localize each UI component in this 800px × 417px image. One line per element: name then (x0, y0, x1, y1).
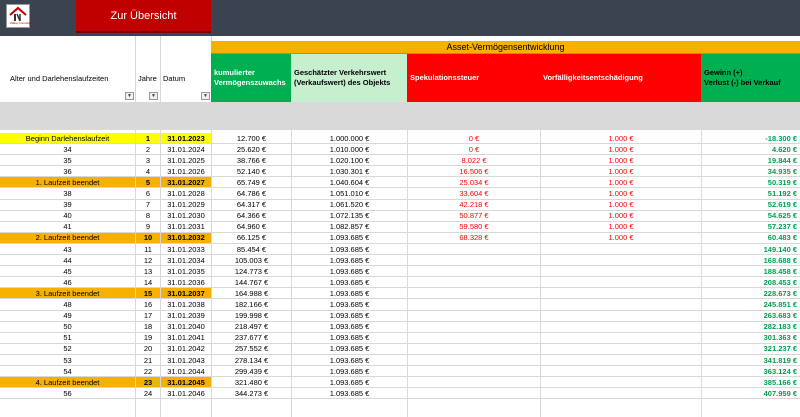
cell-vorf[interactable]: 1.000 € (541, 133, 701, 144)
cell-spek[interactable] (408, 266, 540, 277)
table-row (0, 333, 800, 344)
cell-kum[interactable]: 278.134 € (212, 355, 291, 366)
cell-wert[interactable]: 1.082.857 € (292, 222, 407, 233)
cell-kum[interactable]: 65.749 € (212, 177, 291, 188)
table-row (0, 177, 800, 188)
cell-vorf[interactable] (541, 344, 701, 355)
table-row (0, 377, 800, 388)
cell-wert[interactable]: 1.093.685 € (292, 311, 407, 322)
cell-vorf[interactable]: 1.000 € (541, 177, 701, 188)
cell-gewinn[interactable]: 188.458 € (702, 266, 800, 277)
cell-label[interactable]: 1. Laufzeit beendet (0, 177, 135, 188)
cell-label[interactable]: 39 (0, 200, 135, 211)
cell-vorf[interactable]: 1.000 € (541, 189, 701, 200)
cell-vorf[interactable]: 1.000 € (541, 200, 701, 211)
cell-gewinn[interactable]: 4.620 € (702, 144, 800, 155)
cell-gewinn[interactable]: 19.844 € (702, 155, 800, 166)
cell-spek[interactable]: 0 € (408, 133, 540, 144)
cell-kum[interactable]: 299.439 € (212, 366, 291, 377)
cell-kum[interactable]: 64.366 € (212, 211, 291, 222)
cell-spek[interactable] (408, 388, 540, 399)
cell-wert[interactable]: 1.000.000 € (292, 133, 407, 144)
cell-jahr[interactable]: 5 (136, 177, 160, 188)
cell-kum[interactable]: 105.003 € (212, 255, 291, 266)
cell-label[interactable]: 48 (0, 300, 135, 311)
cell-jahr[interactable]: 21 (136, 355, 160, 366)
cell-jahr[interactable]: 16 (136, 300, 160, 311)
cell-wert[interactable]: 1.093.685 € (292, 366, 407, 377)
cell-kum[interactable]: 64.960 € (212, 222, 291, 233)
cell-spek[interactable] (408, 322, 540, 333)
cell-label[interactable]: 41 (0, 222, 135, 233)
filter-dropdown-datum-icon[interactable]: ▼ (201, 92, 210, 100)
cell-jahr[interactable]: 7 (136, 200, 160, 211)
cell-spek[interactable] (408, 288, 540, 299)
table-row (0, 277, 800, 288)
header-gewinn (701, 54, 800, 102)
cell-spek[interactable]: 42.218 € (408, 200, 540, 211)
cell-vorf[interactable] (541, 255, 701, 266)
cell-kum[interactable]: 218.497 € (212, 322, 291, 333)
header-spekulationssteuer: Spekulationssteuer (407, 54, 540, 102)
table-row (0, 266, 800, 277)
cell-vorf[interactable]: 1.000 € (541, 222, 701, 233)
cell-spek[interactable]: 16.506 € (408, 166, 540, 177)
cell-vorf[interactable] (541, 311, 701, 322)
cell-jahr[interactable]: 14 (136, 277, 160, 288)
cell-label[interactable]: 36 (0, 166, 135, 177)
cell-vorf[interactable] (541, 244, 701, 255)
cell-datum[interactable]: 31.01.2023 (161, 133, 211, 144)
cell-gewinn[interactable]: 34.935 € (702, 166, 800, 177)
cell-vorf[interactable] (541, 355, 701, 366)
cell-label[interactable]: 4. Laufzeit beendet (0, 377, 135, 388)
cell-kum[interactable]: 38.766 € (212, 155, 291, 166)
cell-datum[interactable]: 31.01.2041 (161, 333, 211, 344)
table-row (0, 388, 800, 399)
cell-jahr[interactable]: 23 (136, 377, 160, 388)
cell-vorf[interactable] (541, 322, 701, 333)
cell-wert[interactable]: 1.093.685 € (292, 344, 407, 355)
cell-label[interactable]: 49 (0, 311, 135, 322)
cell-spek[interactable] (408, 366, 540, 377)
cell-jahr[interactable]: 12 (136, 255, 160, 266)
cell-label[interactable]: 51 (0, 333, 135, 344)
cell-gewinn[interactable]: 341.819 € (702, 355, 800, 366)
cell-label[interactable]: 2. Laufzeit beendet (0, 233, 135, 244)
cell-label[interactable]: 44 (0, 255, 135, 266)
cell-gewinn[interactable]: 57.237 € (702, 222, 800, 233)
cell-gewinn[interactable]: -18.300 € (702, 133, 800, 144)
cell-wert[interactable]: 1.093.685 € (292, 377, 407, 388)
cell-gewinn[interactable]: 363.124 € (702, 366, 800, 377)
cell-gewinn[interactable]: 245.851 € (702, 300, 800, 311)
cell-kum[interactable]: 52.140 € (212, 166, 291, 177)
cell-gewinn[interactable]: 208.453 € (702, 277, 800, 288)
cell-datum[interactable]: 31.01.2038 (161, 300, 211, 311)
cell-datum[interactable]: 31.01.2039 (161, 311, 211, 322)
cell-wert[interactable]: 1.093.685 € (292, 355, 407, 366)
cell-label[interactable]: 53 (0, 355, 135, 366)
cell-wert[interactable]: 1.072.135 € (292, 211, 407, 222)
table-row (0, 366, 800, 377)
house-logo-icon (7, 6, 29, 22)
cell-kum[interactable]: 25.620 € (212, 144, 291, 155)
cell-label[interactable]: 38 (0, 189, 135, 200)
table-row (0, 166, 800, 177)
table-row (0, 288, 800, 299)
cell-spek[interactable] (408, 244, 540, 255)
cell-vorf[interactable] (541, 377, 701, 388)
table-row (0, 211, 800, 222)
table-row (0, 322, 800, 333)
cell-spek[interactable]: 25.034 € (408, 177, 540, 188)
table-row (0, 189, 800, 200)
cell-vorf[interactable] (541, 288, 701, 299)
cell-vorf[interactable] (541, 277, 701, 288)
cell-gewinn[interactable]: 321.237 € (702, 344, 800, 355)
cell-label[interactable]: 46 (0, 277, 135, 288)
cell-wert[interactable]: 1.093.685 € (292, 288, 407, 299)
cell-gewinn[interactable]: 168.688 € (702, 255, 800, 266)
section-title: Asset-Vermögensentwicklung (211, 41, 800, 54)
cell-gewinn[interactable]: 301.363 € (702, 333, 800, 344)
cell-label[interactable]: 54 (0, 366, 135, 377)
cell-label[interactable]: 35 (0, 155, 135, 166)
header-gewinn-line2: Verlust (-) bei Verkauf (704, 78, 781, 87)
cell-jahr[interactable]: 11 (136, 244, 160, 255)
cell-vorf[interactable]: 1.000 € (541, 211, 701, 222)
cell-wert[interactable]: 1.061.520 € (292, 200, 407, 211)
cell-wert[interactable]: 1.093.685 € (292, 244, 407, 255)
table-row (0, 344, 800, 355)
cell-jahr[interactable]: 13 (136, 266, 160, 277)
cell-kum[interactable]: 85.454 € (212, 244, 291, 255)
cell-kum[interactable]: 237.677 € (212, 333, 291, 344)
cell-spek[interactable] (408, 311, 540, 322)
table-row (0, 311, 800, 322)
cell-kum[interactable]: 344.273 € (212, 388, 291, 399)
overview-button[interactable]: Zur Übersicht (76, 0, 211, 33)
cell-jahr[interactable]: 24 (136, 388, 160, 399)
cell-jahr[interactable]: 18 (136, 322, 160, 333)
cell-label[interactable]: 34 (0, 144, 135, 155)
cell-spek[interactable]: 59.580 € (408, 222, 540, 233)
logo-text: Zaday Immobilien (10, 21, 34, 25)
header-vorfaelligkeit: Vorfälligkeitsentschädigung (540, 54, 701, 102)
cell-datum[interactable]: 31.01.2028 (161, 189, 211, 200)
cell-wert[interactable]: 1.093.685 € (292, 300, 407, 311)
company-logo (6, 4, 34, 28)
cell-gewinn[interactable]: 407.959 € (702, 388, 800, 399)
cell-wert[interactable]: 1.051.010 € (292, 189, 407, 200)
cell-spek[interactable] (408, 333, 540, 344)
cell-datum[interactable]: 31.01.2031 (161, 222, 211, 233)
cell-kum[interactable]: 66.125 € (212, 233, 291, 244)
cell-vorf[interactable]: 1.000 € (541, 233, 701, 244)
cell-gewinn[interactable]: 228.673 € (702, 288, 800, 299)
top-bar (0, 0, 800, 36)
table-row (0, 233, 800, 244)
cell-vorf[interactable]: 1.000 € (541, 166, 701, 177)
cell-vorf[interactable]: 1.000 € (541, 144, 701, 155)
cell-vorf[interactable] (541, 333, 701, 344)
cell-wert[interactable]: 1.093.685 € (292, 277, 407, 288)
cell-wert[interactable]: 1.093.685 € (292, 388, 407, 399)
cell-jahr[interactable]: 4 (136, 166, 160, 177)
cell-label[interactable]: 3. Laufzeit beendet (0, 288, 135, 299)
cell-datum[interactable]: 31.01.2024 (161, 144, 211, 155)
cell-jahr[interactable]: 8 (136, 211, 160, 222)
table-row (0, 144, 800, 155)
header-verkehrswert: Geschätzter Verkehrswert (Verkaufswert) des Objekts (291, 54, 407, 102)
cell-spek[interactable]: 33.604 € (408, 189, 540, 200)
header-kumuliert: kumulierter Vermögenszuwachs (211, 54, 291, 102)
cell-jahr[interactable]: 10 (136, 233, 160, 244)
cell-label[interactable]: 45 (0, 266, 135, 277)
cell-label[interactable]: 56 (0, 388, 135, 399)
empty-gray-row (0, 102, 800, 130)
cell-datum[interactable]: 31.01.2037 (161, 288, 211, 299)
cell-gewinn[interactable]: 282.183 € (702, 322, 800, 333)
cell-datum[interactable]: 31.01.2032 (161, 233, 211, 244)
cell-datum[interactable]: 31.01.2043 (161, 355, 211, 366)
cell-kum[interactable]: 64.317 € (212, 200, 291, 211)
cell-wert[interactable]: 1.093.685 € (292, 233, 407, 244)
cell-kum[interactable]: 164.988 € (212, 288, 291, 299)
cell-label[interactable]: 43 (0, 244, 135, 255)
cell-datum[interactable]: 31.01.2045 (161, 377, 211, 388)
cell-jahr[interactable]: 9 (136, 222, 160, 233)
filter-dropdown-jahre-icon[interactable]: ▼ (149, 92, 158, 100)
cell-vorf[interactable] (541, 300, 701, 311)
header-gewinn-line1: Gewinn (+) (704, 68, 743, 78)
cell-kum[interactable]: 321.480 € (212, 377, 291, 388)
cell-jahr[interactable]: 15 (136, 288, 160, 299)
cell-datum[interactable]: 31.01.2040 (161, 322, 211, 333)
cell-jahr[interactable]: 22 (136, 366, 160, 377)
header-alter: Alter und Darlehenslaufzeiten (10, 73, 109, 83)
cell-wert[interactable]: 1.010.000 € (292, 144, 407, 155)
cell-wert[interactable]: 1.020.100 € (292, 155, 407, 166)
cell-label[interactable]: 40 (0, 211, 135, 222)
cell-kum[interactable]: 144.767 € (212, 277, 291, 288)
cell-datum[interactable]: 31.01.2033 (161, 244, 211, 255)
cell-spek[interactable] (408, 377, 540, 388)
cell-datum[interactable]: 31.01.2027 (161, 177, 211, 188)
cell-wert[interactable]: 1.030.301 € (292, 166, 407, 177)
cell-gewinn[interactable]: 149.140 € (702, 244, 800, 255)
cell-kum[interactable]: 199.998 € (212, 311, 291, 322)
cell-vorf[interactable] (541, 366, 701, 377)
cell-datum[interactable]: 31.01.2026 (161, 166, 211, 177)
cell-gewinn[interactable]: 52.619 € (702, 200, 800, 211)
cell-datum[interactable]: 31.01.2036 (161, 277, 211, 288)
cell-spek[interactable] (408, 255, 540, 266)
cell-kum[interactable]: 12.700 € (212, 133, 291, 144)
cell-spek[interactable]: 0 € (408, 144, 540, 155)
table-row (0, 255, 800, 266)
cell-gewinn[interactable]: 385.166 € (702, 377, 800, 388)
cell-spek[interactable] (408, 344, 540, 355)
table-row (0, 244, 800, 255)
cell-gewinn[interactable]: 263.683 € (702, 311, 800, 322)
cell-label[interactable]: 52 (0, 344, 135, 355)
cell-spek[interactable] (408, 277, 540, 288)
cell-gewinn[interactable]: 51.192 € (702, 189, 800, 200)
cell-datum[interactable]: 31.01.2030 (161, 211, 211, 222)
cell-spek[interactable]: 50.877 € (408, 211, 540, 222)
header-jahre: Jahre (138, 73, 157, 83)
table-row (0, 300, 800, 311)
cell-datum[interactable]: 31.01.2034 (161, 255, 211, 266)
cell-gewinn[interactable]: 50.319 € (702, 177, 800, 188)
cell-jahr[interactable]: 2 (136, 144, 160, 155)
cell-spek[interactable] (408, 300, 540, 311)
cell-spek[interactable]: 8.022 € (408, 155, 540, 166)
cell-wert[interactable]: 1.093.685 € (292, 255, 407, 266)
table-row (0, 155, 800, 166)
cell-wert[interactable]: 1.040.604 € (292, 177, 407, 188)
cell-datum[interactable]: 31.01.2042 (161, 344, 211, 355)
header-datum: Datum (163, 73, 186, 83)
cell-datum[interactable]: 31.01.2044 (161, 366, 211, 377)
cell-wert[interactable]: 1.093.685 € (292, 322, 407, 333)
filter-dropdown-alter-icon[interactable]: ▼ (125, 92, 134, 100)
cell-wert[interactable]: 1.093.685 € (292, 266, 407, 277)
spreadsheet-grid (0, 36, 800, 417)
cell-kum[interactable]: 124.773 € (212, 266, 291, 277)
cell-label[interactable]: Beginn Darlehenslaufzeit (0, 133, 135, 144)
cell-jahr[interactable]: 1 (136, 133, 160, 144)
cell-vorf[interactable] (541, 388, 701, 399)
cell-kum[interactable]: 182.166 € (212, 300, 291, 311)
cell-gewinn[interactable]: 60.483 € (702, 233, 800, 244)
cell-datum[interactable]: 31.01.2025 (161, 155, 211, 166)
cell-vorf[interactable]: 1.000 € (541, 155, 701, 166)
table-row (0, 355, 800, 366)
cell-datum[interactable]: 31.01.2029 (161, 200, 211, 211)
cell-datum[interactable]: 31.01.2046 (161, 388, 211, 399)
cell-jahr[interactable]: 20 (136, 344, 160, 355)
cell-jahr[interactable]: 6 (136, 189, 160, 200)
cell-spek[interactable] (408, 355, 540, 366)
cell-datum[interactable]: 31.01.2035 (161, 266, 211, 277)
cell-wert[interactable]: 1.093.685 € (292, 333, 407, 344)
cell-vorf[interactable] (541, 266, 701, 277)
cell-jahr[interactable]: 19 (136, 333, 160, 344)
cell-spek[interactable]: 68.328 € (408, 233, 540, 244)
cell-label[interactable]: 50 (0, 322, 135, 333)
cell-jahr[interactable]: 3 (136, 155, 160, 166)
table-row (0, 200, 800, 211)
table-row (0, 222, 800, 233)
cell-jahr[interactable]: 17 (136, 311, 160, 322)
cell-kum[interactable]: 257.552 € (212, 344, 291, 355)
cell-kum[interactable]: 64.786 € (212, 189, 291, 200)
cell-gewinn[interactable]: 54.625 € (702, 211, 800, 222)
table-row (0, 133, 800, 144)
